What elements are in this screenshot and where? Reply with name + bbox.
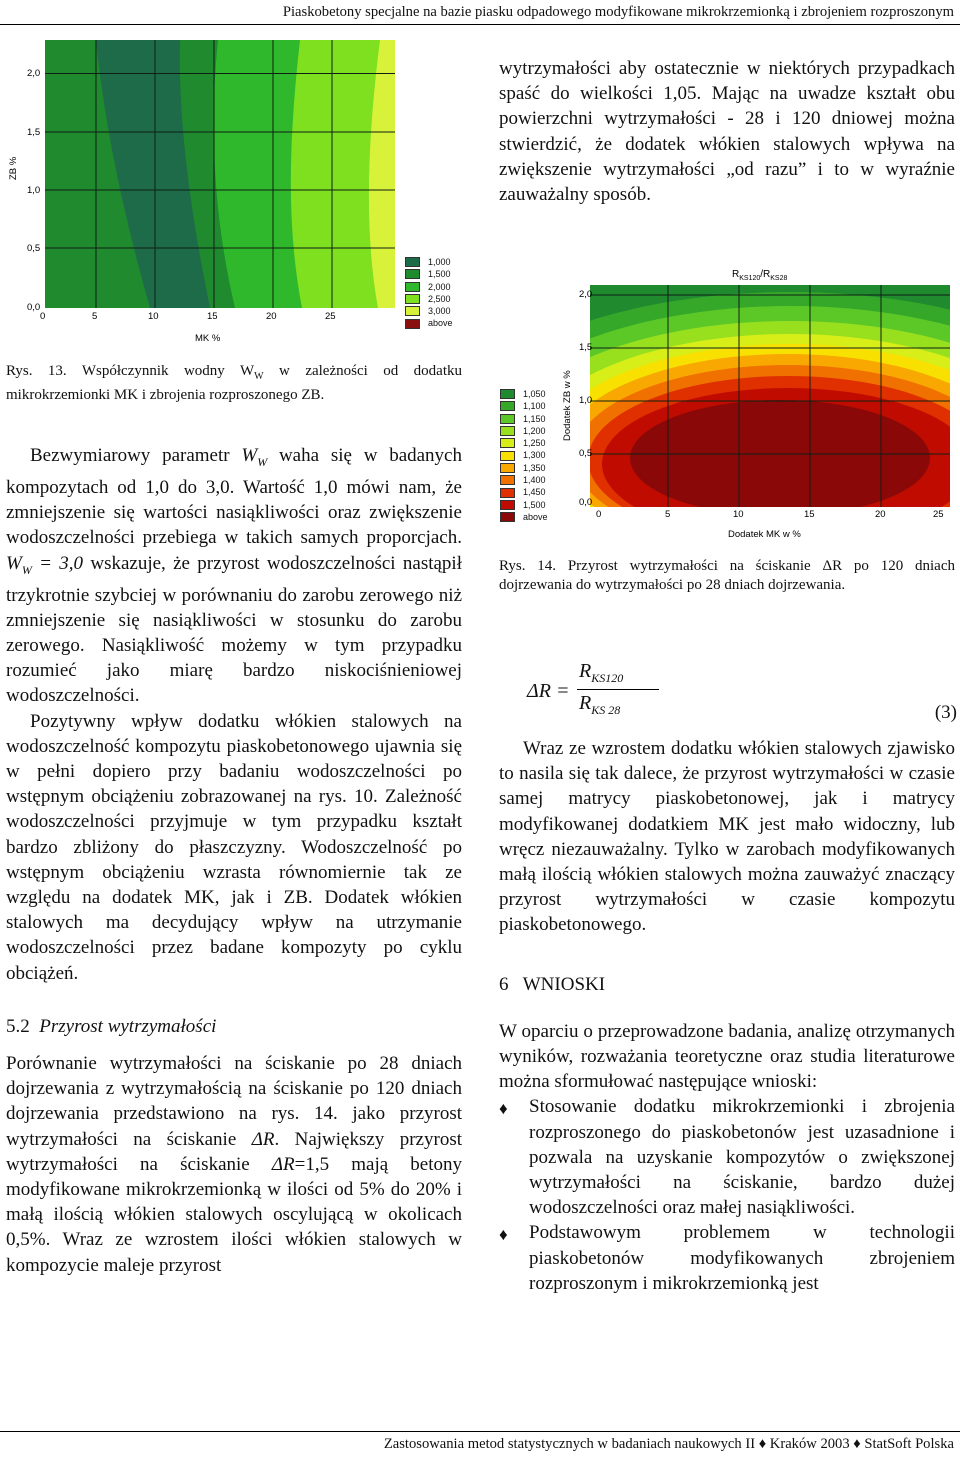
legend-label: 1,300 — [523, 450, 546, 461]
legend-swatch — [500, 401, 515, 411]
legend-label: 1,200 — [523, 425, 546, 436]
equation-3 — [527, 660, 957, 730]
legend-swatch — [405, 319, 420, 329]
delta-r-symbol: ΔR — [251, 1128, 275, 1150]
figure-13-x-tick: 25 — [325, 311, 336, 322]
running-footer: Zastosowania metod statystycznych w badaniach naukowych II ♦ Kraków 2003 ♦ StatSoft Polska — [383, 1436, 954, 1452]
legend-label: 1,450 — [523, 487, 546, 498]
list-item-text: Stosowanie dodatku mikrokrzemionki i zbrojenia rozproszonego do piaskobetonów jest uzasadnione i pozwala na uzyskanie kompozytów o zwiększonej wytrzymałości na ściskanie, bardzo dużej wodoszczelności oraz małej nasiąkliwości. — [529, 1096, 955, 1219]
ww-symbol: W — [6, 552, 22, 574]
legend-label: 1,150 — [523, 413, 546, 424]
legend-swatch — [405, 282, 420, 292]
ww-subscript: W — [257, 454, 268, 469]
legend-item — [500, 486, 548, 498]
legend-label: 2,000 — [428, 281, 451, 292]
paragraph-strength-growth — [6, 1051, 462, 1278]
title-part: /R — [760, 269, 771, 280]
diamond-bullet-icon: ♦ — [499, 1225, 508, 1245]
running-header: Piaskobetony specjalne na bazie piasku odpadowego modyfikowane mikrokrzemionką i zbrojeniem rozproszonym — [282, 4, 954, 20]
legend-swatch — [405, 294, 420, 304]
diamond-bullet-icon: ♦ — [499, 1099, 508, 1119]
legend-label: 1,400 — [523, 475, 546, 486]
text-run: . Największy przyrost wytrzymałości na ściskanie — [6, 1128, 462, 1175]
equation-denominator — [579, 692, 620, 718]
right-column-lower — [499, 736, 955, 1296]
legend-swatch — [405, 306, 420, 316]
figure-14-x-axis-label: Dodatek MK w % — [728, 529, 801, 540]
figure-13-x-axis-label: MK % — [195, 333, 221, 344]
figure-14-contour-plot — [490, 262, 960, 547]
figure-14-y-tick: 0,0 — [579, 497, 593, 508]
legend-swatch — [500, 414, 515, 424]
paragraph-fibres-growth: Wraz ze wzrostem dodatku włókien stalowych zjawisko to nasila się tak dalece, że przyrost wytrzymałości w czasie samej matrycy piaskobetonowej, jak i matrycy modyfikowanej dodatkiem MK jest mało widoczny, lub wręcz niezauważalny. Tylko w zarobach modyfikowanych małą ilością włókien stalowych można zauważyć znaczący przyrost wytrzymałości w czasie kompozytu piaskobetonowego. — [499, 738, 955, 936]
figure-13-caption — [6, 362, 462, 405]
figure-13-y-tick: 0,0 — [27, 302, 41, 313]
figure-14-y-tick: 2,0 — [579, 289, 593, 300]
figure-14-x-tick: 0 — [596, 509, 602, 520]
legend-label: 1,350 — [523, 462, 546, 473]
caption-label: Rys. 13. — [6, 363, 67, 379]
figure-14-y-axis-label: Dodatek ZB w % — [562, 370, 573, 441]
ww-value: = 3,0 — [31, 552, 84, 574]
paragraph-ww — [6, 443, 462, 709]
legend-label: 3,000 — [428, 306, 451, 317]
legend-swatch — [500, 488, 515, 498]
equation-numerator — [579, 660, 623, 686]
caption-rest: w zależności od dodatku mikrokrzemionki MK i zbrojenia rozproszonego ZB. — [6, 363, 462, 403]
header-rule — [0, 24, 960, 25]
legend-item — [500, 499, 548, 511]
legend-swatch — [405, 269, 420, 279]
paragraph-conclusions-intro: W oparciu o przeprowadzone badania, analizę otrzymanych wyników, rozważania teoretyczne oraz studia literaturowe można sformułować następujące wnioski: — [499, 1020, 955, 1093]
title-subscript: KS120 — [739, 275, 761, 282]
section-number: 6 — [499, 973, 509, 995]
figure-14-y-tick: 1,5 — [579, 342, 593, 353]
text-run: waha się w badanych kompozytach od 1,0 do 3,0. Wartość 1,0 mówi nam, że zmniejszenie się wartości nasiąkliwości oraz zwiększenie wodoszczelności przebiega w takich samych proporcjach. — [6, 445, 462, 549]
figure-13-x-tick: 20 — [266, 311, 277, 322]
figure-13-legend — [405, 256, 453, 330]
legend-item — [500, 425, 548, 437]
legend-item — [500, 388, 548, 400]
footer-rule — [0, 1431, 960, 1432]
figure-14-x-tick: 25 — [933, 509, 944, 520]
legend-item — [500, 413, 548, 425]
list-item-text: Podstawowym problemem w technologii piaskobetonów modyfikowanych zbrojeniem rozproszonym i mikrokrzemionką jest — [529, 1222, 955, 1294]
section-number: 5.2 — [6, 1015, 30, 1037]
legend-label: 1,500 — [428, 269, 451, 280]
figure-14-legend — [500, 388, 548, 523]
left-column — [6, 443, 462, 1278]
section-title: WNIOSKI — [522, 973, 606, 995]
text-run: Bezwymiarowy parametr — [30, 445, 242, 466]
legend-item — [500, 437, 548, 449]
legend-swatch — [500, 475, 515, 485]
numerator-subscript: KS120 — [591, 671, 624, 685]
figure-13-contour-plot — [0, 40, 470, 360]
legend-swatch — [500, 451, 515, 461]
text-run: =1,5 mają betony modyfikowane mikrokrzemionką w ilości od 5% do 20% i małą ilością włókien stalowych oscylującą w okolicach 0,5%. Wraz ze wzrostem ilości włókien stalowych w kompozycie maleje przyrost — [6, 1153, 463, 1276]
figure-14-caption: Rys. 14. Przyrost wytrzymałości na ściskanie ΔR po 120 dniach dojrzewania do wytrzymałości po 28 dniach dojrzewania. — [499, 558, 955, 593]
figure-14-x-tick: 15 — [804, 509, 815, 520]
figure-13-x-tick: 5 — [92, 311, 98, 322]
delta-r-symbol: ΔR — [271, 1153, 295, 1175]
legend-label: 1,100 — [523, 401, 546, 412]
list-item — [499, 1220, 955, 1296]
figure-14-y-tick: 1,0 — [579, 395, 593, 406]
text-run: wskazuje, że przyrost wodoszczelności nastąpił trzykrotnie szybciej w porównaniu do zarobu zerowego niż zmniejszenie się nasiąkliwości w stosunku do zarobu zerowego. Nasiąkliwość możemy w tym przypadku rozumieć jako miarę bardzo niskociśnieniowej wodoszczelności. — [6, 552, 462, 707]
section-title: Przyrost wytrzymałości — [39, 1015, 217, 1037]
legend-item — [405, 268, 453, 280]
legend-item — [405, 293, 453, 305]
title-subscript: KS28 — [770, 275, 788, 282]
legend-label: above — [428, 318, 453, 329]
figure-14 — [490, 262, 960, 547]
denominator-subscript: KS 28 — [591, 703, 621, 717]
figure-13-y-tick: 1,0 — [27, 185, 41, 196]
legend-item — [405, 281, 453, 293]
section-heading-6 — [499, 972, 955, 997]
ww-subscript: W — [21, 562, 32, 577]
figure-13-y-tick: 0,5 — [27, 243, 41, 254]
legend-swatch — [500, 426, 515, 436]
legend-label: 1,500 — [523, 499, 546, 510]
equation-number: (3) — [934, 702, 957, 723]
figure-13-y-tick: 2,0 — [27, 68, 41, 79]
paragraph-continued: wytrzymałości aby ostatecznie w niektórych przypadkach spaść do wielkości 1,05. Mając na uwadze kształt obu powierzchni wytrzymałości - 28 i 120 dniowej można stwierdzić, że dodatek włókien stalowych wpływa na zwiększenie wytrzymałości „od razu” i to w wyraźnie zauważalny sposób. — [499, 58, 955, 206]
paragraph-steel-fibres: Pozytywny wpływ dodatku włókien stalowych na wodoszczelność kompozytu piaskobetonowego ujawnia się w pełni dopiero przy badaniu wodoszczelności po wstępnym obciążeniu zobrazowanej na rys. 10. Zależność wodoszczelności przyjmuje w tym przypadku kształt bardzo zbliżony do płaszczyzny. Wodoszczelność po wstępnym obciążeniu wzrasta równomiernie tak ze względu na dodatek MK, jak i ZB. Dodatek włókien stalowych ma decydujący wpływ na utrzymanie wodoszczelności przez badane kompozyty po cyklu obciążeń. — [6, 710, 462, 984]
legend-swatch — [500, 438, 515, 448]
list-item — [499, 1094, 955, 1220]
figure-14-y-tick: 0,5 — [579, 448, 593, 459]
legend-label: above — [523, 511, 548, 522]
figure-13-x-tick: 15 — [207, 311, 218, 322]
legend-swatch — [500, 389, 515, 399]
figure-13-x-tick: 0 — [40, 311, 46, 322]
legend-item — [405, 317, 453, 329]
ww-symbol: W — [241, 445, 258, 466]
legend-item — [500, 449, 548, 461]
denominator-symbol: R — [579, 692, 592, 714]
equation-lhs: ΔR = — [527, 680, 570, 702]
text-run: Porównanie wytrzymałości na ściskanie po 28 dniach dojrzewania z wytrzymałością na ściskanie po 120 dniach dojrzewania przedstawiono na rys. 14. jako przyrost wytrzymałości na ściskanie — [6, 1053, 462, 1150]
figure-13-y-axis-label: ZB % — [8, 156, 19, 180]
legend-swatch — [500, 512, 515, 522]
legend-item — [500, 474, 548, 486]
legend-swatch — [500, 463, 515, 473]
fraction-bar — [577, 689, 659, 690]
figure-14-x-tick: 20 — [875, 509, 886, 520]
title-part: R — [732, 269, 740, 280]
figure-13-y-tick: 1,5 — [27, 127, 41, 138]
caption-text: Współczynnik wodny W — [81, 363, 255, 379]
figure-14-x-tick: 5 — [665, 509, 671, 520]
legend-item — [500, 462, 548, 474]
legend-label: 1,050 — [523, 389, 546, 399]
legend-label: 2,500 — [428, 293, 451, 304]
legend-item — [405, 305, 453, 317]
section-heading-5-2 — [6, 1014, 462, 1039]
figure-14-x-tick: 10 — [733, 509, 744, 520]
figure-13 — [0, 40, 470, 360]
legend-label: 1,250 — [523, 438, 546, 449]
legend-swatch — [500, 500, 515, 510]
legend-swatch — [405, 257, 420, 267]
legend-item — [500, 400, 548, 412]
right-column-top — [499, 56, 955, 207]
legend-item — [405, 256, 453, 268]
legend-item — [500, 511, 548, 523]
caption-subscript: W — [254, 371, 264, 382]
numerator-symbol: R — [579, 660, 592, 682]
figure-13-x-tick: 10 — [148, 311, 159, 322]
legend-label: 1,000 — [428, 257, 451, 267]
